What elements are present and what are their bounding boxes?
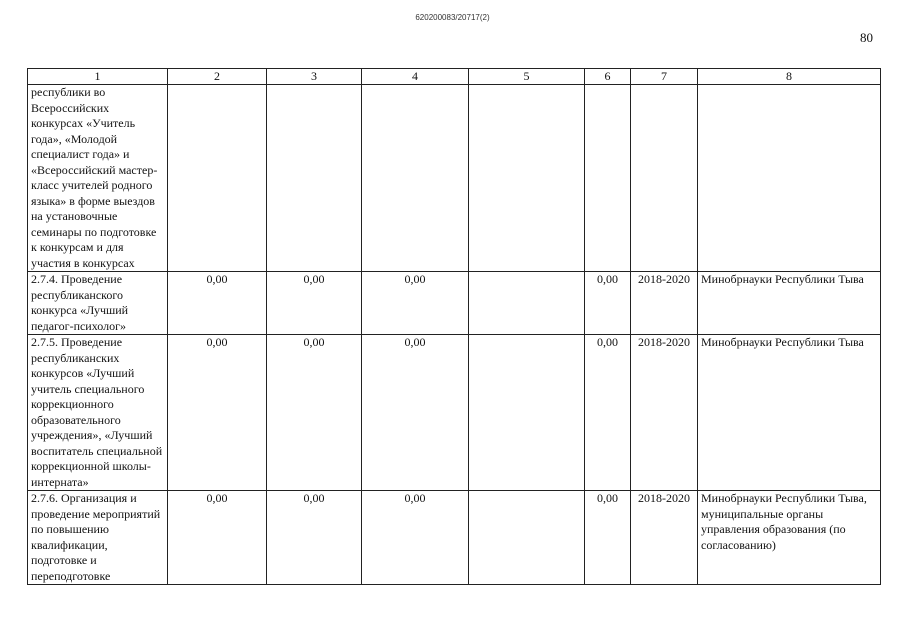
table-row: [28, 272, 881, 335]
value-cell: [469, 272, 585, 335]
executor-cell: Минобрнауки Республики Тыва: [698, 335, 881, 491]
page-number: 80: [860, 30, 873, 45]
period-cell: 2018-2020: [631, 491, 698, 585]
executor-cell: Минобрнауки Республики Тыва: [698, 272, 881, 335]
column-header: 7: [631, 69, 698, 85]
value-cell: 0,00: [168, 335, 267, 491]
value-cell: 0,00: [362, 272, 469, 335]
executor-cell: Минобрнауки Республики Тыва, муниципальные органы управления образования (по согласованию): [698, 491, 881, 585]
value-cell: [469, 335, 585, 491]
value-cell: [469, 85, 585, 272]
value-cell: 0,00: [585, 491, 631, 585]
column-header: 6: [585, 69, 631, 85]
value-cell: 0,00: [168, 272, 267, 335]
value-cell: 0,00: [362, 335, 469, 491]
column-header: 1: [28, 69, 168, 85]
table-row: [28, 491, 881, 585]
column-header: 3: [267, 69, 362, 85]
period-cell: 2018-2020: [631, 272, 698, 335]
value-cell: 0,00: [585, 272, 631, 335]
value-cell: [469, 491, 585, 585]
value-cell: [585, 85, 631, 272]
value-cell: 0,00: [267, 335, 362, 491]
table-row: [28, 85, 881, 272]
column-header: 4: [362, 69, 469, 85]
value-cell: [362, 85, 469, 272]
measure-description: республики во Всероссийских конкурсах «Учитель года», «Молодой специалист года» и «Всероссийский мастер-класс учителей родного языка» в форме выездов на установочные семинары по подготовке к конкурсам и для участия в конкурсах: [28, 85, 168, 272]
value-cell: 0,00: [585, 335, 631, 491]
value-cell: [267, 85, 362, 272]
value-cell: 0,00: [168, 491, 267, 585]
value-cell: 0,00: [267, 272, 362, 335]
value-cell: [168, 85, 267, 272]
column-header: 8: [698, 69, 881, 85]
column-header: 5: [469, 69, 585, 85]
measure-description: 2.7.4. Проведение республиканского конкурса «Лучший педагог-психолог»: [28, 272, 168, 335]
document-code: 620200083/20717(2): [415, 13, 490, 22]
measure-description: 2.7.6. Организация и проведение мероприятий по повышению квалификации, подготовке и переподготовке: [28, 491, 168, 585]
table-row: [28, 335, 881, 491]
measure-description: 2.7.5. Проведение республиканских конкурсов «Лучший учитель специального коррекционного образовательного учреждения», «Лучший воспитатель специальной коррекционной школы-интерната»: [28, 335, 168, 491]
program-table: [27, 68, 881, 585]
executor-cell: [698, 85, 881, 272]
value-cell: 0,00: [267, 491, 362, 585]
period-cell: 2018-2020: [631, 335, 698, 491]
value-cell: 0,00: [362, 491, 469, 585]
column-header: 2: [168, 69, 267, 85]
column-number-row: [28, 69, 881, 85]
period-cell: [631, 85, 698, 272]
